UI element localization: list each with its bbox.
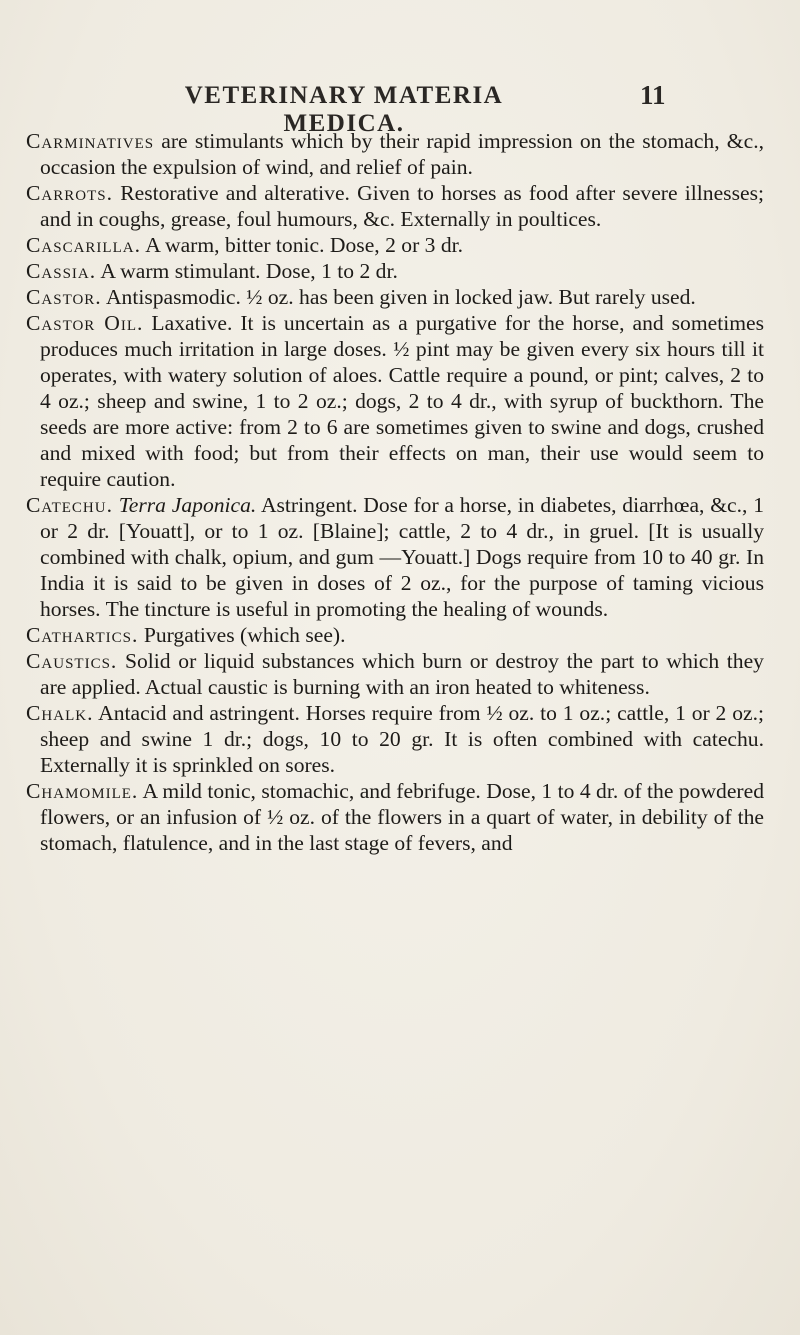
page-number: 11: [640, 80, 666, 110]
entry-text: Purgatives (which see).: [143, 623, 346, 647]
entry-carrots: [26, 180, 764, 232]
entry-headword: Cassia.: [26, 259, 97, 283]
entry-latin-name: Terra Japonica.: [118, 493, 257, 517]
entry-text: Solid or liquid substances which burn or destroy the part to which they are applied. Actual caustic is burning with an iron heated to whiteness.: [40, 649, 764, 699]
entry-text: Antispasmodic. ½ oz. has been given in locked jaw. But rarely used.: [105, 285, 696, 309]
entry-cascarilla: [26, 232, 764, 258]
entry-headword: Chamomile.: [26, 779, 139, 803]
entry-headword: Cascarilla.: [26, 233, 141, 257]
entry-text: A mild tonic, stomachic, and febrifuge. Dose, 1 to 4 dr. of the powdered flowers, or an infusion of ½ oz. of the flowers in a quart of water, in debility of the stomach, flatulence, and in the last stage of fevers, and: [40, 779, 764, 855]
entry-text: Restorative and alterative. Given to horses as food after severe illnesses; and in coughs, grease, foul humours, &c. Externally in poultices.: [40, 181, 764, 231]
entry-chamomile: [26, 778, 764, 856]
entry-text: Antacid and astringent. Horses require from ½ oz. to 1 oz.; cattle, 1 or 2 oz.; sheep and swine 1 dr.; dogs, 10 to 20 gr. It is often combined with catechu. Externally it is sprinkled on sores.: [40, 701, 764, 777]
entry-headword: Castor Oil.: [26, 311, 144, 335]
entry-catechu: [26, 492, 764, 622]
entry-headword: Catechu.: [26, 493, 113, 517]
body-text: [26, 128, 764, 856]
entry-text: Laxative. It is uncertain as a purgative for the horse, and sometimes produces much irritation in large doses. ½ pint may be given every six hours till it operates, with watery solution of aloes. Cattle require a pound, or pint; calves, 2 to 4 oz.; sheep and swine, 1 to 2 oz.; dogs, 2 to 4 dr., with syrup of buckthorn. The seeds are more active: from 2 to 6 are sometimes given to swine and dogs, crushed and mixed with food; but from their effects on man, their use would seem to require caution.: [40, 311, 764, 491]
entry-cathartics: [26, 622, 764, 648]
entry-headword: Cathartics.: [26, 623, 139, 647]
entry-headword: Carrots.: [26, 181, 113, 205]
entry-headword: Chalk.: [26, 701, 94, 725]
entry-text: Astringent. Dose for a horse, in diabetes, diarrhœa, &c., 1 or 2 dr. [Youatt], or to 1 oz. [Blaine]; cattle, 2 to 4 dr., in gruel. [It is usually combined with chalk, opium, and gum —Youatt.] Dogs require from 10 to 40 gr. In India it is said to be given in doses of 2 oz., for the purpose of taming vicious horses. The tincture is useful in promoting the healing of wounds.: [40, 493, 764, 621]
running-title: VETERINARY MATERIA MEDICA.: [184, 82, 504, 137]
entry-headword: Caustics.: [26, 649, 118, 673]
entry-headword: Carminatives: [26, 129, 155, 153]
entry-text: are stimulants which by their rapid impression on the stomach, &c., occasion the expulsion of wind, and relief of pain.: [40, 129, 764, 179]
entry-chalk: [26, 700, 764, 778]
entry-headword: Castor.: [26, 285, 102, 309]
entry-carminatives: [26, 128, 764, 180]
entry-castor-oil: [26, 310, 764, 492]
entry-castor: [26, 284, 764, 310]
entry-caustics: [26, 648, 764, 700]
entry-text: A warm, bitter tonic. Dose, 2 or 3 dr.: [145, 233, 464, 257]
entry-text: A warm stimulant. Dose, 1 to 2 dr.: [100, 259, 398, 283]
entry-cassia: [26, 258, 764, 284]
